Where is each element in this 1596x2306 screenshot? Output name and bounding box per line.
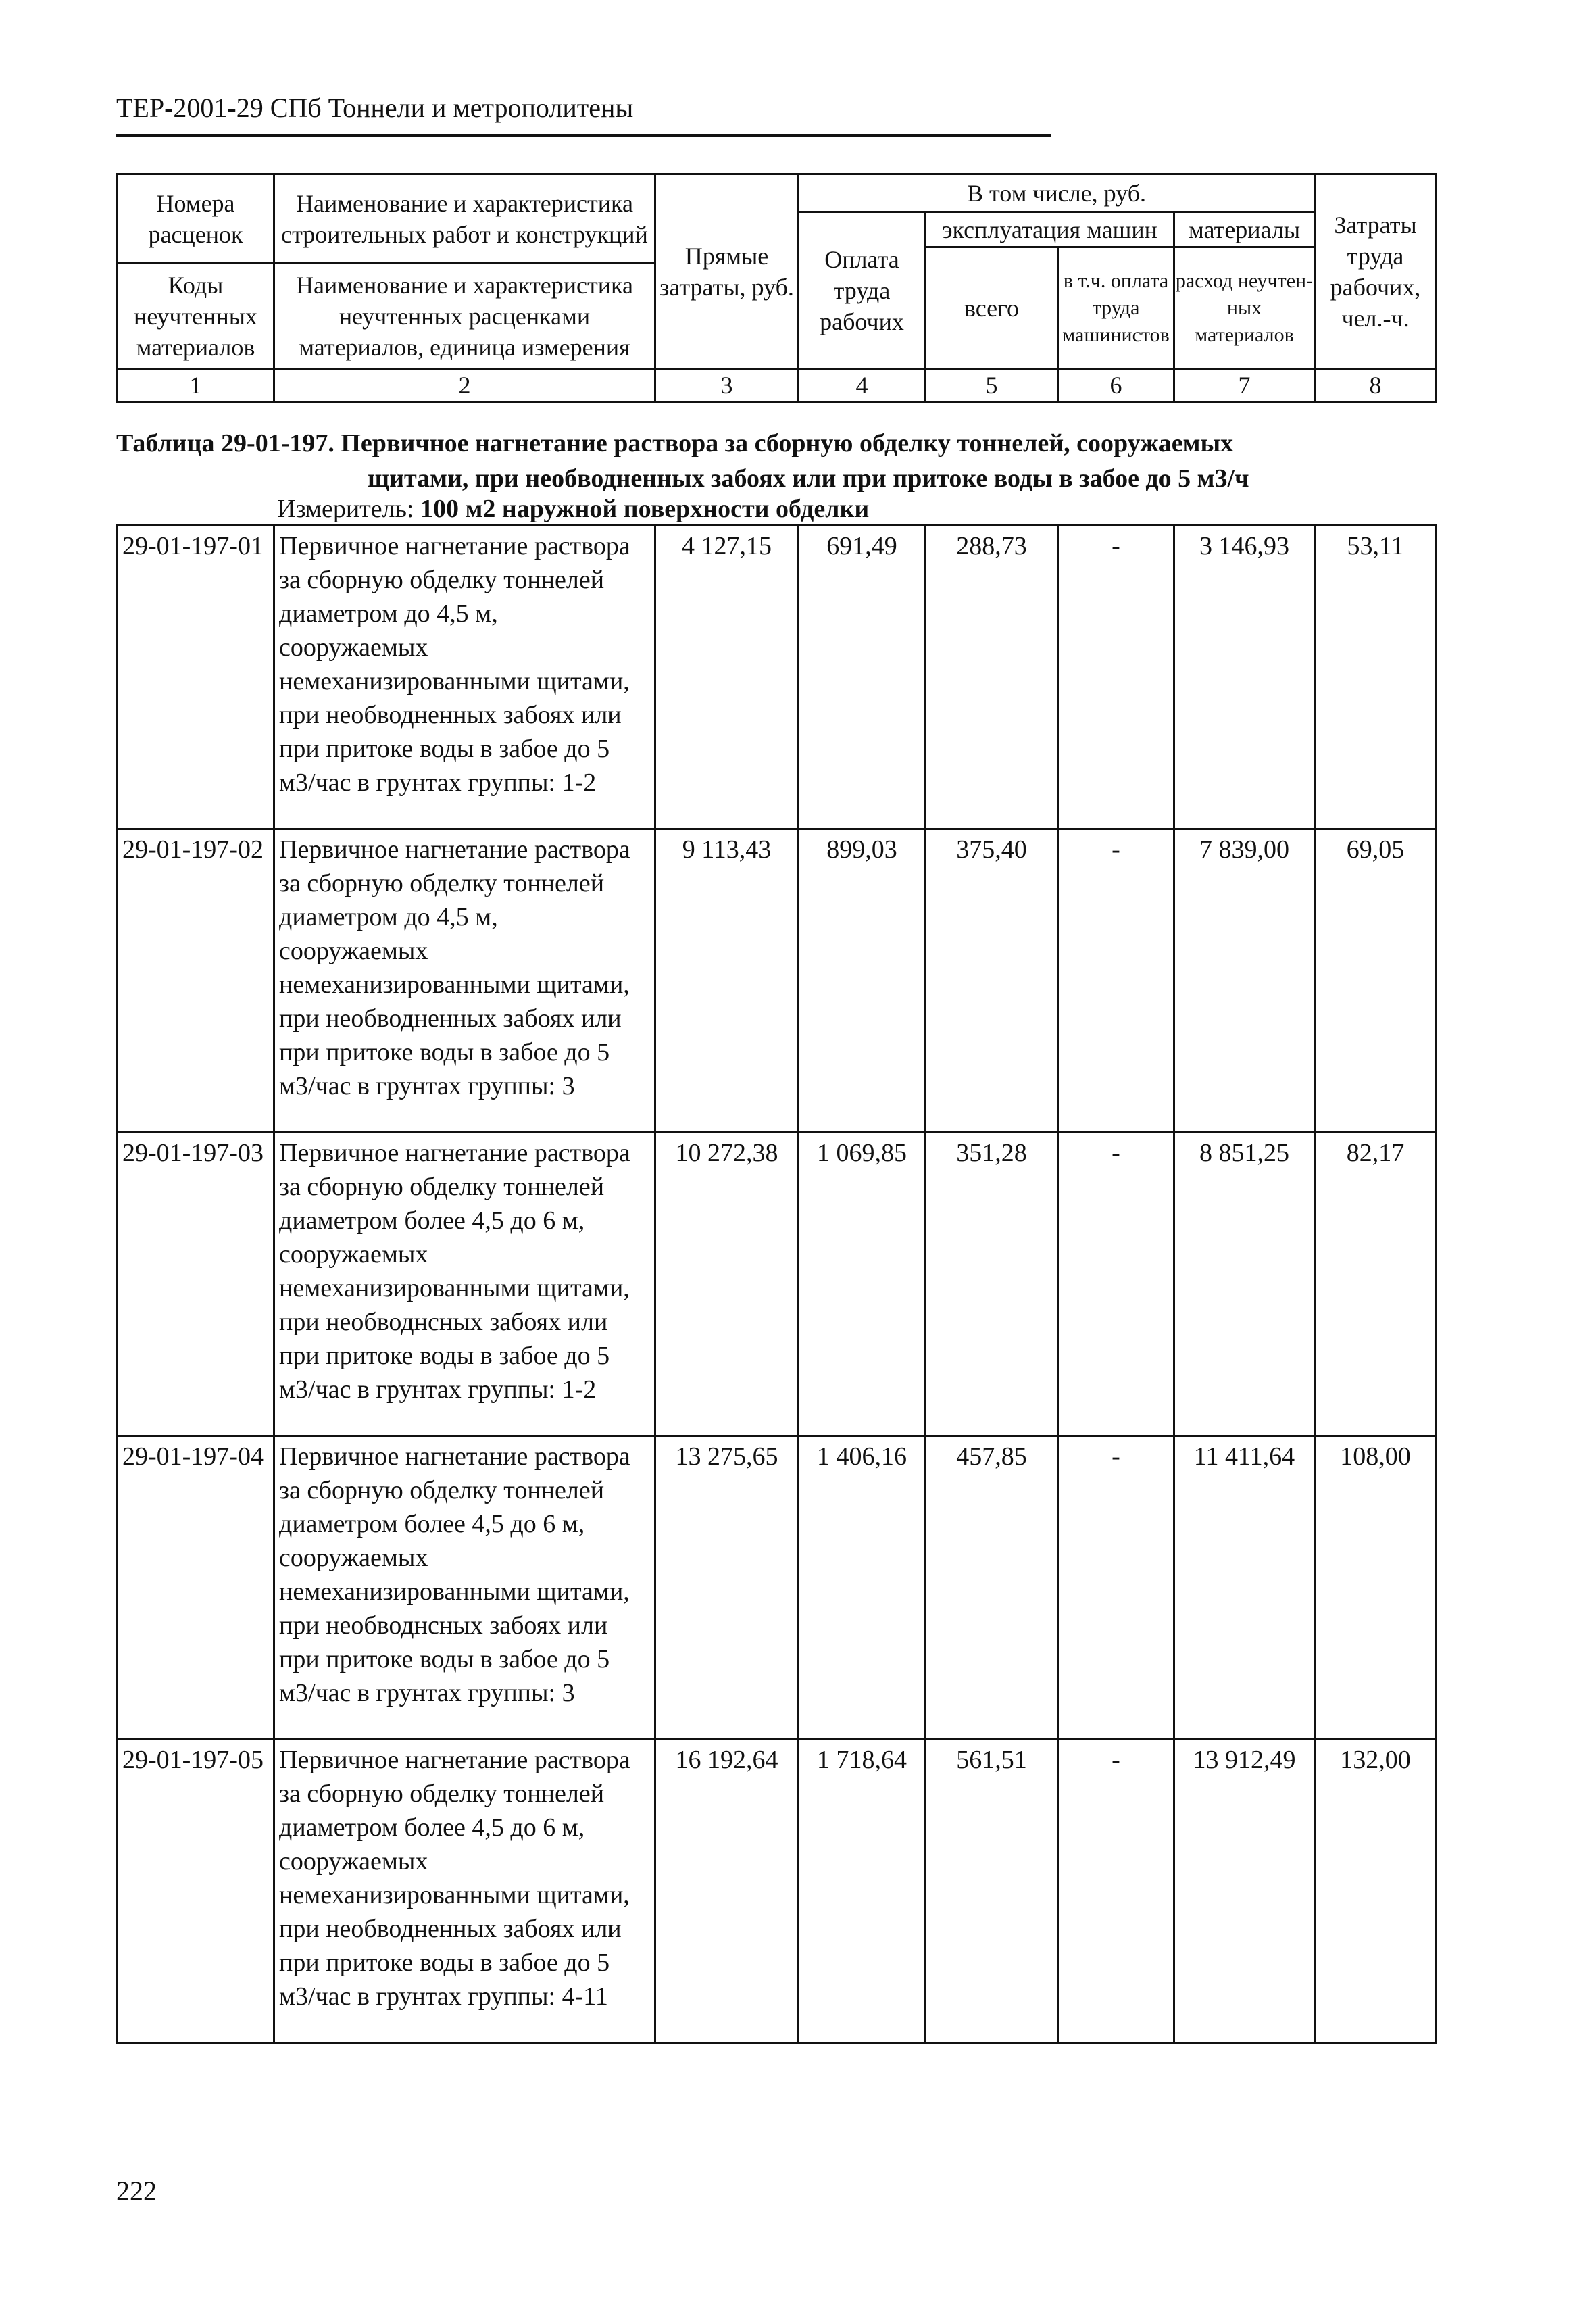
materials-cost: 13 912,49 bbox=[1174, 1740, 1315, 2043]
machines-total: 561,51 bbox=[926, 1740, 1058, 2043]
header-labor-hours: Затраты труда рабочих, чел.-ч. bbox=[1315, 174, 1437, 369]
direct-costs: 13 275,65 bbox=[655, 1436, 799, 1740]
direct-costs: 10 272,38 bbox=[655, 1133, 799, 1436]
table-row bbox=[118, 1740, 1437, 2043]
machines-total: 288,73 bbox=[926, 526, 1058, 829]
rate-code: 29-01-197-05 bbox=[118, 1740, 274, 2043]
machinists-pay: - bbox=[1058, 1740, 1174, 2043]
column-number: 5 bbox=[926, 369, 1058, 402]
header-rule bbox=[116, 134, 1051, 137]
table-row bbox=[118, 829, 1437, 1133]
table-row bbox=[118, 526, 1437, 829]
column-number-row bbox=[118, 369, 1437, 402]
labor-hours: 82,17 bbox=[1315, 1133, 1437, 1436]
direct-costs: 16 192,64 bbox=[655, 1740, 799, 2043]
column-number: 4 bbox=[799, 369, 926, 402]
header-labor-pay: Оплата труда рабочих bbox=[799, 212, 926, 369]
column-number: 6 bbox=[1058, 369, 1174, 402]
header-direct-costs: Прямые затраты, руб. bbox=[655, 174, 799, 369]
machinists-pay: - bbox=[1058, 1133, 1174, 1436]
machines-total: 351,28 bbox=[926, 1133, 1058, 1436]
machinists-pay: - bbox=[1058, 1436, 1174, 1740]
table-row bbox=[118, 1133, 1437, 1436]
column-header-table bbox=[116, 173, 1437, 403]
labor-hours: 69,05 bbox=[1315, 829, 1437, 1133]
table-caption bbox=[116, 426, 1435, 496]
header-materials: материалы bbox=[1174, 212, 1315, 247]
direct-costs: 4 127,15 bbox=[655, 526, 799, 829]
running-header: ТЕР-2001-29 СПб Тоннели и метрополитены bbox=[116, 93, 634, 123]
machinists-pay: - bbox=[1058, 829, 1174, 1133]
measure-label: Измеритель: bbox=[277, 495, 414, 523]
rate-code: 29-01-197-02 bbox=[118, 829, 274, 1133]
rate-code: 29-01-197-01 bbox=[118, 526, 274, 829]
measure-unit bbox=[277, 492, 869, 526]
caption-line-1: Таблица 29-01-197. Первичное нагнетание раствора за сборную обделку тоннелей, сооружаемых bbox=[116, 429, 1234, 458]
rate-description: Первичное нагнетание раствора за сборную обделку тоннелей диаметром более 4,5 до 6 м, сооружаемых немеханизированными щитами, при необводненных забоях или при притоке воды в забое до 5 м3/час в грунтах группы: 4-11 bbox=[274, 1740, 655, 2043]
rate-description: Первичное нагнетание раствора за сборную обделку тоннелей диаметром более 4,5 до 6 м, сооружаемых немеханизированными щитами, при необводнсных забоях или при притоке воды в забое до 5 м3/час в грунтах группы: 1-2 bbox=[274, 1133, 655, 1436]
labor-hours: 53,11 bbox=[1315, 526, 1437, 829]
materials-cost: 11 411,64 bbox=[1174, 1436, 1315, 1740]
header-material-name: Наименование и характеристика неучтенных расценками материалов, единица измерения bbox=[274, 264, 655, 369]
materials-cost: 8 851,25 bbox=[1174, 1133, 1315, 1436]
table-row bbox=[118, 1436, 1437, 1740]
labor-pay: 1 069,85 bbox=[799, 1133, 926, 1436]
machines-total: 375,40 bbox=[926, 829, 1058, 1133]
machinists-pay: - bbox=[1058, 526, 1174, 829]
labor-pay: 691,49 bbox=[799, 526, 926, 829]
labor-pay: 1 718,64 bbox=[799, 1740, 926, 2043]
rate-code: 29-01-197-03 bbox=[118, 1133, 274, 1436]
rate-description: Первичное нагнетание раствора за сборную обделку тоннелей диаметром до 4,5 м, сооружаемых немеханизированными щитами, при необводненных забоях или при притоке воды в забое до 5 м3/час в грунтах группы: 1-2 bbox=[274, 526, 655, 829]
header-material-codes: Коды неучтенных материалов bbox=[118, 264, 274, 369]
rates-table bbox=[116, 524, 1437, 2044]
rate-code: 29-01-197-04 bbox=[118, 1436, 274, 1740]
labor-pay: 899,03 bbox=[799, 829, 926, 1133]
column-number: 2 bbox=[274, 369, 655, 402]
column-number: 8 bbox=[1315, 369, 1437, 402]
labor-hours: 132,00 bbox=[1315, 1740, 1437, 2043]
labor-pay: 1 406,16 bbox=[799, 1436, 926, 1740]
machines-total: 457,85 bbox=[926, 1436, 1058, 1740]
column-number: 1 bbox=[118, 369, 274, 402]
materials-cost: 7 839,00 bbox=[1174, 829, 1315, 1133]
caption-line-2: щитами, при необводненных забоях или при притоке воды в забое до 5 м3/ч bbox=[368, 464, 1249, 493]
column-number: 3 bbox=[655, 369, 799, 402]
header-unaccounted-materials: расход неучтен-ных материалов bbox=[1174, 247, 1315, 369]
rate-description: Первичное нагнетание раствора за сборную обделку тоннелей диаметром до 4,5 м, сооружаемых немеханизированными щитами, при необводненных забоях или при притоке воды в забое до 5 м3/час в грунтах группы: 3 bbox=[274, 829, 655, 1133]
direct-costs: 9 113,43 bbox=[655, 829, 799, 1133]
column-number: 7 bbox=[1174, 369, 1315, 402]
labor-hours: 108,00 bbox=[1315, 1436, 1437, 1740]
header-machines: эксплуатация машин bbox=[926, 212, 1174, 247]
header-rate-number: Номера расценок bbox=[118, 174, 274, 264]
header-including: В том числе, руб. bbox=[799, 174, 1315, 212]
materials-cost: 3 146,93 bbox=[1174, 526, 1315, 829]
header-work-name: Наименование и характеристика строительных работ и конструкций bbox=[274, 174, 655, 264]
page-number: 222 bbox=[116, 2176, 157, 2206]
rate-description: Первичное нагнетание раствора за сборную обделку тоннелей диаметром более 4,5 до 6 м, сооружаемых немеханизированными щитами, при необводнсных забоях или при притоке воды в забое до 5 м3/час в грунтах группы: 3 bbox=[274, 1436, 655, 1740]
header-machines-total: всего bbox=[926, 247, 1058, 369]
measure-value: 100 м2 наружной поверхности обделки bbox=[420, 495, 870, 523]
header-machinists-pay: в т.ч. оплата труда машинистов bbox=[1058, 247, 1174, 369]
